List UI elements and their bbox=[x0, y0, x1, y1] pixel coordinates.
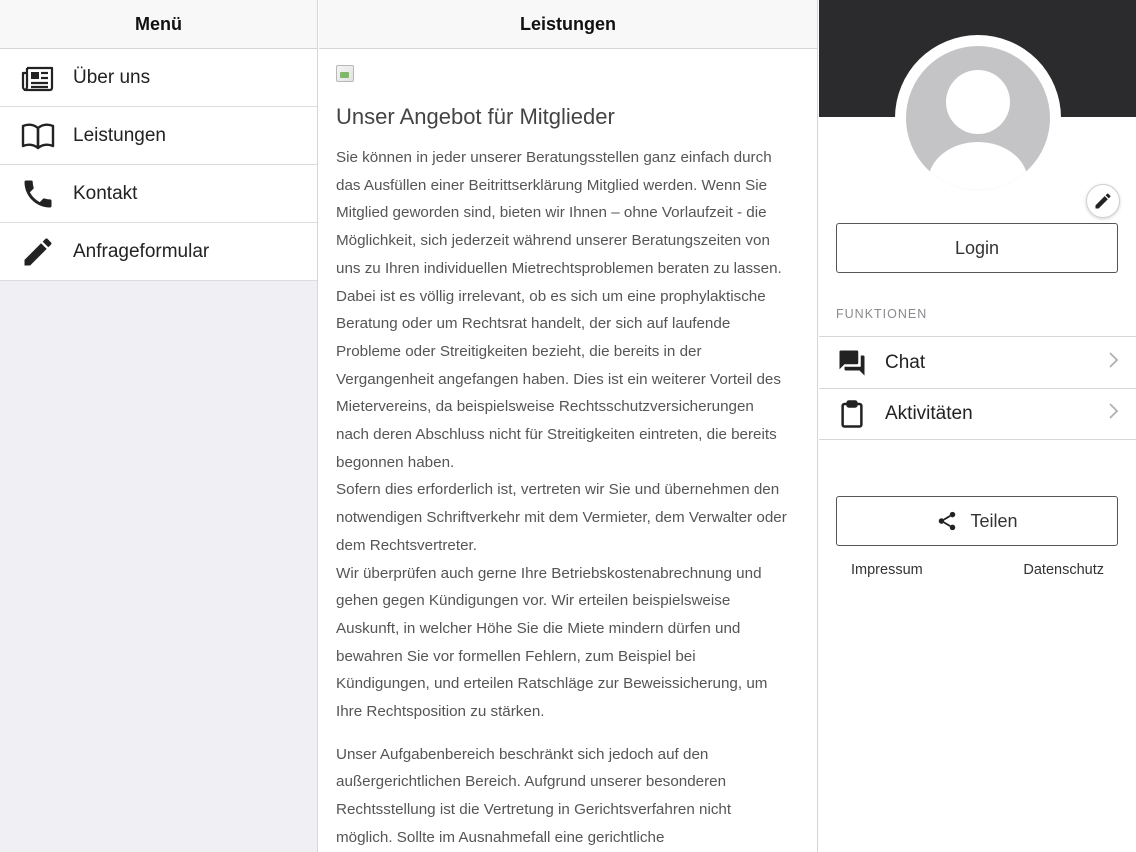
menu-item-label: Anfrageformular bbox=[73, 240, 210, 262]
text-line: uns zu Ihren individuellen Mietrechtsproblemen beraten zu lassen. bbox=[336, 259, 782, 277]
text-line: Kündigungen, und erteilen Ratschläge zur Beweissicherung, um bbox=[336, 675, 768, 693]
text-line: das Ausfüllen einer Beitrittserklärung Mitglied werden. Wenn Sie bbox=[336, 176, 768, 194]
function-item-chat[interactable] bbox=[819, 337, 1136, 388]
book-icon bbox=[0, 118, 73, 154]
text-line: Dabei ist es völlig irrelevant, ob es sich um eine prophylaktische bbox=[336, 287, 766, 305]
content-paragraph-1 bbox=[336, 144, 801, 726]
text-line: Rechtsstellung ist die Vertretung in Gerichtsverfahren nicht bbox=[336, 801, 732, 819]
text-line: Sie können in jeder unserer Beratungsstellen ganz einfach durch bbox=[336, 149, 772, 166]
functions-list bbox=[819, 336, 1136, 440]
menu-header: Menü bbox=[0, 0, 317, 49]
chevron-right-icon bbox=[1106, 402, 1136, 426]
text-line: Beratung oder um Rechtsrat handelt, der sich auf laufende bbox=[336, 315, 731, 333]
text-line: Ihre Rechtsposition zu stärken. bbox=[336, 703, 545, 721]
content-body bbox=[319, 49, 817, 852]
newspaper-icon bbox=[0, 60, 73, 96]
text-line: Vergangenheit angefangen haben. Dies ist ein weiterer Vorteil des bbox=[336, 370, 781, 388]
menu-item-ueber-uns[interactable] bbox=[0, 49, 317, 107]
impressum-link[interactable]: Impressum bbox=[851, 562, 923, 578]
share-button[interactable] bbox=[836, 496, 1118, 546]
text-line: Sofern dies erforderlich ist, vertreten wir Sie und übernehmen den bbox=[336, 481, 780, 499]
chevron-right-icon bbox=[1106, 351, 1136, 375]
text-line: Unser Aufgabenbereich beschränkt sich jedoch auf den bbox=[336, 745, 709, 763]
avatar-placeholder-icon bbox=[906, 46, 1050, 190]
text-line: außergerichtlichen Bereich. Aufgrund unserer besonderen bbox=[336, 773, 727, 791]
text-line: Wir überprüfen auch gerne Ihre Betriebskostenabrechnung und bbox=[336, 564, 762, 582]
text-line: Auskunft, in welcher Höhe Sie die Miete mindern dürfen und bbox=[336, 619, 741, 637]
text-line: möglich. Sollte im Ausnahmefall eine gerichtliche bbox=[336, 828, 665, 846]
text-line: bewahren Sie vor formellen Fehlern, zum Beispiel bei bbox=[336, 647, 696, 665]
text-line: Mitglied geworden sind, bieten wir Ihnen – ohne Vorlaufzeit - die bbox=[336, 204, 767, 222]
menu-item-label: Kontakt bbox=[73, 182, 138, 204]
menu-item-label: Über uns bbox=[73, 66, 151, 88]
text-line: Möglichkeit, sich jederzeit während unserer Beratungszeiten von bbox=[336, 232, 770, 250]
login-button[interactable]: Login bbox=[836, 223, 1118, 273]
menu-item-label: Leistungen bbox=[73, 124, 166, 146]
text-line: dem Rechtsvertreter. bbox=[336, 536, 477, 554]
broken-image-icon bbox=[336, 65, 354, 82]
text-line: begonnen haben. bbox=[336, 453, 455, 471]
text-line: nach deren Abschluss nicht für Streitigkeiten eintreten, die bereits bbox=[336, 426, 777, 444]
content-heading: Unser Angebot für Mitglieder bbox=[336, 104, 615, 129]
function-item-label: Aktivitäten bbox=[885, 402, 973, 424]
chat-icon bbox=[819, 348, 885, 378]
content-paragraph-2 bbox=[336, 741, 801, 852]
menu-item-kontakt[interactable] bbox=[0, 165, 317, 223]
text-line: gehen gegen Kündigungen vor. Wir erteilen beispielsweise bbox=[336, 592, 731, 610]
edit-avatar-button[interactable] bbox=[1086, 184, 1120, 218]
function-item-aktivitaeten[interactable] bbox=[819, 388, 1136, 439]
functions-section-label: FUNKTIONEN bbox=[836, 307, 928, 321]
datenschutz-link[interactable]: Datenschutz bbox=[1023, 562, 1104, 578]
phone-icon bbox=[0, 176, 73, 212]
menu-item-anfrageformular[interactable] bbox=[0, 223, 317, 281]
menu-item-leistungen[interactable] bbox=[0, 107, 317, 165]
clipboard-icon bbox=[819, 399, 885, 429]
text-line: Mietervereins, da beispielsweise Rechtsschutzversicherungen bbox=[336, 398, 754, 416]
share-icon bbox=[936, 510, 958, 532]
profile-pane bbox=[819, 0, 1136, 852]
avatar bbox=[895, 35, 1061, 201]
function-item-label: Chat bbox=[885, 351, 926, 373]
content-pane bbox=[319, 0, 818, 852]
menu-list bbox=[0, 49, 317, 281]
pencil-icon bbox=[1093, 191, 1113, 211]
text-line: notwendigen Schriftverkehr mit dem Vermieter, dem Verwalter oder bbox=[336, 509, 787, 527]
content-header: Leistungen bbox=[319, 0, 817, 49]
menu-pane bbox=[0, 0, 318, 852]
text-line: Probleme oder Streitigkeiten bezieht, die bereits in der bbox=[336, 342, 702, 360]
pencil-icon bbox=[0, 234, 73, 270]
share-button-label: Teilen bbox=[970, 510, 1018, 531]
